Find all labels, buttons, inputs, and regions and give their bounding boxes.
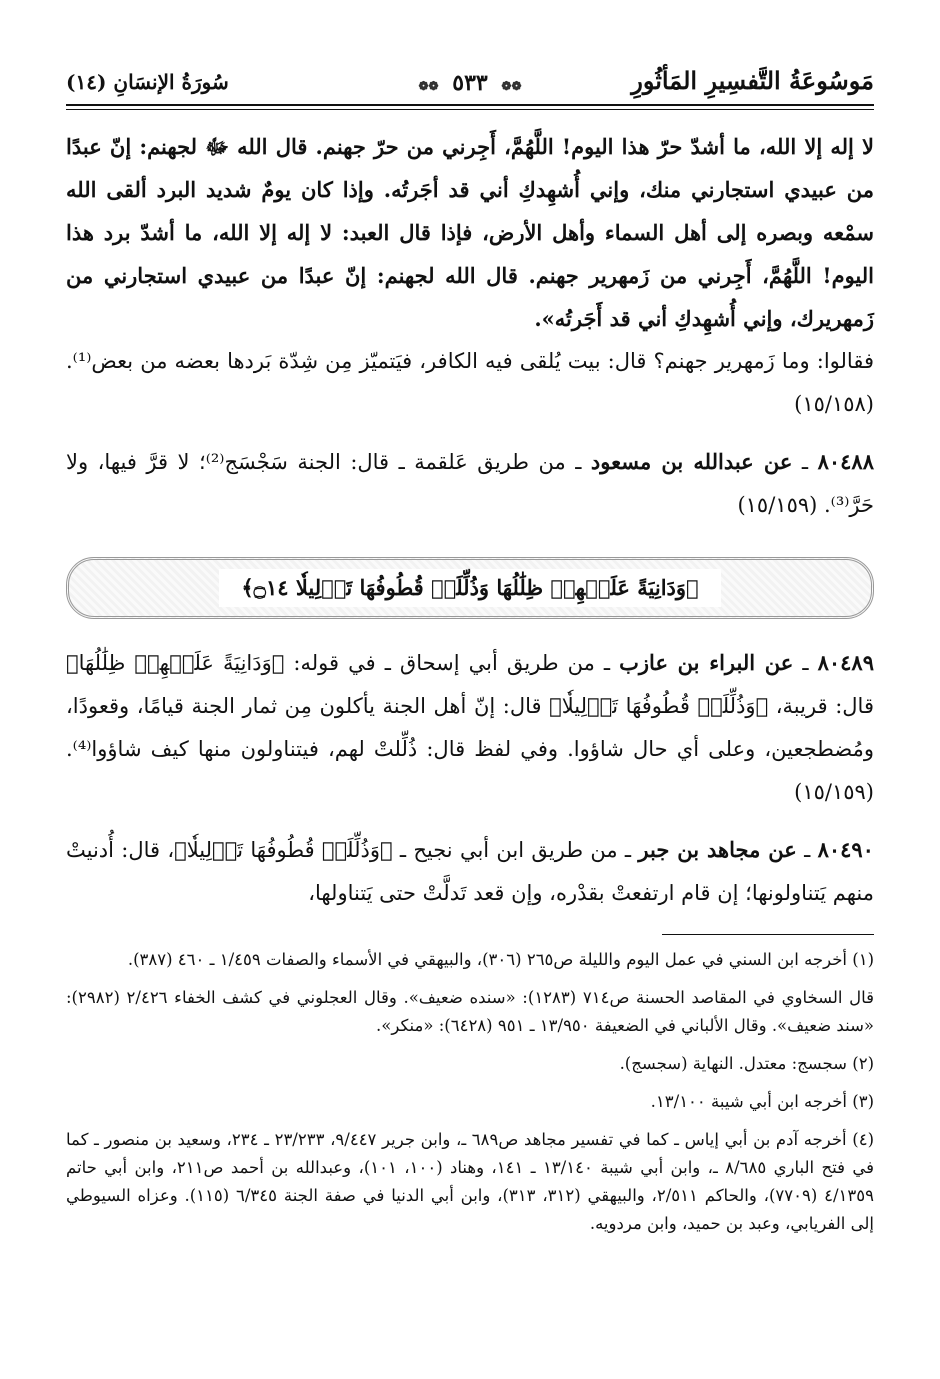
paragraph: فقالوا: وما زَمهرير جهنم؟ قال: بيت يُلقى فيه الكافر، فيَتميّز مِن شِدّة بَردها بعضه من بعض⁽¹⁾. (١٥/١٥٨) xyxy=(66,349,874,416)
header-rule-thin xyxy=(66,109,874,110)
athar-entry xyxy=(66,440,874,527)
quran-verse: ﴿وَدَانِيَةً عَلَيۡهِمۡ ظِلَٰلُهَا وَذُلِّلَتۡ قُطُوفُهَا تَذۡلِيلٗا ۝١٤﴾ xyxy=(219,569,720,607)
running-header xyxy=(66,60,874,108)
footnote: (٣) أخرجه ابن أبي شيبة ١٣/١٠٠. xyxy=(650,1092,874,1111)
footnote: (١) أخرجه ابن السني في عمل اليوم والليلة ص٢٦٥ (٣٠٦)، والبيهقي في الأسماء والصفات ١/٤٥٩ ـ ٤٦٠ (٣٨٧). xyxy=(127,950,874,969)
entry-number: ٨٠٤٩٠ xyxy=(817,837,874,862)
athar-entry xyxy=(66,828,874,915)
footnote-separator xyxy=(662,934,874,935)
dash: ـ xyxy=(793,651,809,675)
entry-number: ٨٠٤٨٨ xyxy=(817,449,874,474)
ornament-icon: ❁❁ xyxy=(418,79,439,93)
dash: ـ xyxy=(792,450,809,474)
footnote: قال السخاوي في المقاصد الحسنة ص٧١٤ (١٢٨٣): «سنده ضعيف». وقال العجلوني في كشف الخفاء ٢/٤٢٦ (٢٩٨٢): «سند ضعيف». وقال الألباني في الضعيفة ١٣/٩٥٠ ـ ٩٥١ (٦٤٢٨): «منكر». xyxy=(66,988,874,1035)
book-title: مَوسُوعَةُ التَّفسِيرِ المَأثُورِ xyxy=(631,66,874,95)
verse-frame xyxy=(66,557,874,619)
athar-entry xyxy=(66,641,874,814)
entry-text: ـ من طريق عَلقمة ـ قال: الجنة سَجْسَج⁽²⁾؛ لا قرَّ فيها، ولا حَرَّ⁽³⁾. (١٥/١٥٩) xyxy=(66,450,874,517)
footnotes xyxy=(66,946,874,1248)
dash: ـ xyxy=(796,838,811,862)
header-rule xyxy=(66,104,874,106)
narrator: عن عبدالله بن مسعود xyxy=(590,449,793,474)
narrator: عن البراء بن عازب xyxy=(619,650,794,675)
entry-text: ـ من طريق أبي إسحاق ـ في قوله: ﴿وَدَانِيَةً عَلَيۡهِمۡ ظِلَٰلُهَا﴾ قال: قريبة، ﴿وَذُلِّلَتۡ قُطُوفُهَا تَذۡلِيلٗا﴾ قال: إنّ أهل الجنة يأكلون مِن ثمار الجنة قيامًا، وقعودًا، ومُضطجعين، وعلى أي حال شاؤوا. وفي لفظ قال: ذُلِّلتْ لهم، فيتناولون منها كيف شاؤوا⁽⁴⁾. (١٥/١٥٩) xyxy=(66,651,874,804)
surah-label: سُورَةُ الإنسَانِ (١٤) xyxy=(66,70,229,94)
main-text xyxy=(66,125,874,915)
entry-text: ـ من طريق ابن أبي نجيح ـ ﴿وَذُلِّلَتۡ قُطُوفُهَا تَذۡلِيلٗا﴾، قال: أُدنيتْ منهم يَتناولونها؛ إن قام ارتفعتْ بقدْره، وإن قعد تَدلَّتْ حتى يَتناولها، xyxy=(66,838,874,905)
narrator: عن مجاهد بن جبر xyxy=(638,837,797,862)
ornament-icon: ❁❁ xyxy=(501,79,522,93)
entry-number: ٨٠٤٨٩ xyxy=(817,650,874,675)
hadith-continuation: لا إله إلا الله، ما أشدّ حرّ هذا اليوم! اللَّهُمَّ، أَجِرني من حرّ جهنم. قال الله ﷻ لجهنم: إنّ عبدًا من عبيدي استجارني منك، وإني أُشهِدكِ أني قد أجَرتُه. وإذا كان يومٌ شديد البرد ألقى الله سمْعه وبصره إلى أهل السماء وأهل الأرض، فإذا قال العبد: لا إله إلا الله، ما أشدّ برد هذا اليوم! اللَّهُمَّ، أَجِرني من زَمهرير جهنم. قال الله لجهنم: إنّ عبدًا من عبيدي استجارني من زَمهريرك، وإني أُشهِدكِ أني قد أَجَرتُه». xyxy=(66,134,874,331)
footnote: (٢) سجسج: معتدل. النهاية (سجسج). xyxy=(619,1054,874,1073)
page-number: ٥٣٣ xyxy=(452,70,488,96)
footnote: (٤) أخرجه آدم بن أبي إياس ـ كما في تفسير مجاهد ص٦٨٩ ـ، وابن جرير ٩/٤٤٧، ٢٣/٢٣٣ ـ ٢٣٤، وسعيد بن منصور ـ كما في فتح الباري ٨/٦٨٥ ـ، وابن أبي شيبة ١٣/١٤٠ ـ ١٤١، وهناد (١٠٠، ١٠١)، وعبدالله بن أحمد ص٢١١، وابن أبي حاتم ٤/١٣٥٩ (٧٧٠٩)، والحاكم ٢/٥١١، والبيهقي (٣١٢، ٣١٣)، وابن أبي الدنيا في صفة الجنة ٦/٣٤٥ (١١٥). وعزاه السيوطي إلى الفريابي، وعبد بن حميد، وابن مردويه. xyxy=(66,1130,875,1233)
